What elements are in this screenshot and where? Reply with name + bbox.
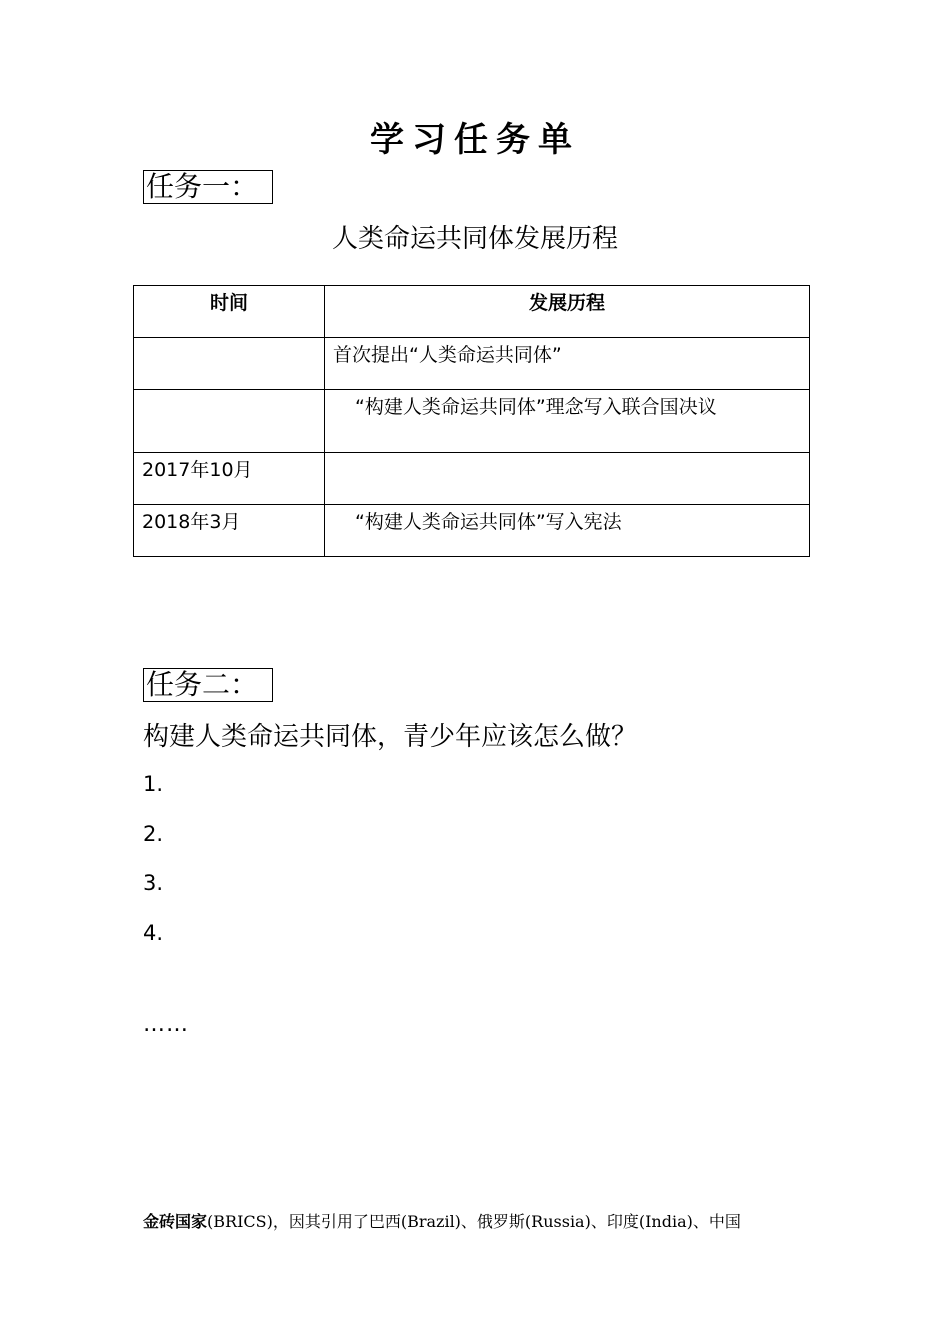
answer-item-3: 3. — [143, 871, 164, 895]
event-cell: “构建人类命运共同体”理念写入联合国决议 — [325, 390, 810, 453]
footnote-text: (BRICS)，因其引用了巴西(Brazil)、俄罗斯(Russia)、印度(India)、中国 — [207, 1212, 741, 1231]
footnote — [143, 1209, 741, 1232]
ellipsis: …… — [143, 1012, 189, 1037]
answer-item-1: 1. — [143, 772, 164, 796]
answer-item-4: 4. — [143, 921, 164, 945]
time-cell[interactable] — [134, 390, 325, 453]
header-event: 发展历程 — [325, 286, 810, 338]
table-row — [134, 338, 810, 390]
task-two-label: 任务二： — [143, 668, 273, 702]
header-time: 时间 — [134, 286, 325, 338]
answer-item-2: 2. — [143, 822, 164, 846]
table-header-row — [134, 286, 810, 338]
footnote-term: 金砖国家 — [143, 1212, 208, 1231]
page-title: 学习任务单 — [370, 120, 580, 160]
task-one-subtitle: 人类命运共同体发展历程 — [331, 224, 618, 254]
time-cell[interactable] — [134, 338, 325, 390]
table-row — [134, 453, 810, 505]
task-two-question: 构建人类命运共同体，青少年应该怎么做？ — [143, 722, 638, 752]
event-cell: “构建人类命运共同体”写入宪法 — [325, 505, 810, 557]
task-one-label: 任务一： — [143, 170, 273, 204]
time-cell: 2018年3月 — [134, 505, 325, 557]
table-row — [134, 390, 810, 453]
event-cell: 首次提出“人类命运共同体” — [325, 338, 810, 390]
table-row — [134, 505, 810, 557]
event-cell[interactable] — [325, 453, 810, 505]
timeline-table — [133, 285, 810, 557]
time-cell: 2017年10月 — [134, 453, 325, 505]
